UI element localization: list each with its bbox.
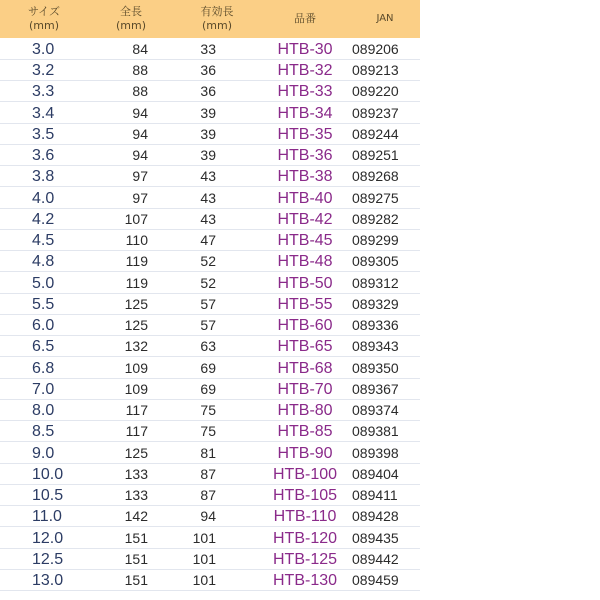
cell-size: 3.6 [32, 147, 55, 164]
cell-length: 119 [125, 274, 148, 291]
cell-size: 3.2 [32, 62, 55, 79]
cell-effective-length: 87 [200, 487, 216, 503]
header-jan-label: JAN [376, 13, 394, 24]
header-effective-unit: (mm) [201, 19, 232, 32]
cell-effective-length: 39 [200, 147, 216, 163]
cell-jan: 089312 [352, 274, 399, 291]
cell-effective-length: 69 [200, 359, 216, 376]
cell-effective-length: 43 [200, 210, 216, 227]
cell-size: 3.5 [32, 125, 55, 143]
table-row [0, 506, 420, 527]
cell-effective-length: 52 [200, 274, 216, 291]
cell-jan: 089268 [352, 168, 399, 185]
cell-length: 97 [132, 189, 148, 206]
cell-jan: 089435 [352, 529, 399, 546]
cell-part-number: HTB-90 [277, 444, 333, 462]
cell-length: 151 [124, 529, 148, 546]
cell-part-number: HTB-50 [277, 274, 333, 292]
table-row [0, 569, 420, 590]
cell-part-number: HTB-110 [273, 508, 337, 526]
table-header [0, 0, 420, 38]
cell-length: 151 [124, 550, 148, 567]
cell-effective-length: 94 [200, 508, 216, 525]
cell-part-number: HTB-68 [277, 359, 333, 377]
cell-part-number: HTB-130 [272, 572, 338, 589]
cell-part-number: HTB-32 [277, 62, 333, 79]
cell-size: 3.3 [32, 83, 55, 101]
cell-length: 117 [125, 402, 148, 418]
cell-part-number: HTB-80 [277, 402, 333, 419]
cell-jan: 089381 [352, 423, 399, 440]
cell-length: 97 [132, 168, 148, 185]
cell-jan: 089374 [352, 402, 399, 418]
cell-effective-length: 43 [200, 189, 216, 206]
cell-jan: 089404 [352, 465, 399, 482]
cell-part-number: HTB-125 [272, 550, 338, 568]
cell-jan: 089213 [352, 62, 399, 78]
table-body [0, 38, 420, 591]
cell-length: 88 [132, 83, 148, 100]
header-row [0, 0, 420, 38]
cell-effective-length: 47 [200, 232, 216, 248]
cell-size: 7.0 [32, 380, 55, 398]
table-row [0, 336, 420, 357]
cell-part-number: HTB-45 [277, 232, 333, 249]
cell-part-number: HTB-65 [277, 338, 333, 356]
cell-effective-length: 39 [200, 104, 216, 121]
table-row [0, 357, 420, 378]
table-row [0, 484, 420, 505]
cell-effective-length: 101 [192, 550, 216, 567]
cell-size: 11.0 [32, 508, 62, 526]
cell-part-number: HTB-33 [277, 83, 333, 101]
cell-part-number: HTB-85 [277, 423, 333, 441]
cell-size: 6.5 [32, 338, 55, 356]
cell-effective-length: 87 [200, 465, 216, 482]
table-row [0, 272, 420, 293]
cell-jan: 089442 [352, 550, 399, 567]
table-row [0, 166, 420, 187]
cell-length: 107 [124, 210, 148, 227]
table-row [0, 229, 420, 250]
cell-length: 133 [124, 465, 148, 482]
cell-effective-length: 57 [200, 295, 216, 312]
table-row [0, 314, 420, 335]
header-part-number [260, 0, 350, 38]
cell-part-number: HTB-38 [277, 168, 333, 186]
cell-length: 117 [125, 423, 148, 440]
cell-jan: 089367 [352, 380, 399, 397]
cell-length: 119 [125, 253, 148, 270]
cell-jan: 089282 [352, 210, 399, 227]
cell-size: 3.8 [32, 168, 55, 186]
cell-length: 125 [124, 444, 148, 461]
cell-effective-length: 33 [200, 40, 216, 57]
cell-jan: 089206 [352, 40, 399, 57]
cell-effective-length: 52 [200, 253, 216, 270]
table-row [0, 208, 420, 229]
cell-part-number: HTB-70 [277, 380, 333, 398]
table-row [0, 187, 420, 208]
cell-effective-length: 69 [200, 380, 216, 397]
cell-jan: 089220 [352, 83, 399, 100]
cell-part-number: HTB-100 [272, 465, 338, 483]
cell-size: 8.5 [32, 423, 55, 441]
table-row [0, 399, 420, 420]
cell-size: 4.5 [32, 232, 55, 249]
table-row [0, 38, 420, 59]
cell-length: 109 [124, 380, 148, 397]
cell-size: 8.0 [32, 402, 55, 419]
cell-jan: 089411 [352, 487, 398, 503]
cell-part-number: HTB-30 [277, 40, 333, 58]
cell-jan: 089428 [352, 508, 399, 525]
cell-length: 84 [132, 40, 148, 57]
cell-effective-length: 75 [200, 423, 216, 440]
cell-size: 3.0 [32, 40, 55, 58]
header-effective-length [174, 0, 260, 38]
cell-length: 125 [124, 295, 148, 312]
cell-part-number: HTB-36 [277, 147, 333, 164]
table-row [0, 527, 420, 548]
cell-size: 4.0 [32, 189, 55, 207]
cell-effective-length: 57 [200, 317, 216, 333]
cell-effective-length: 101 [192, 572, 216, 588]
table-row [0, 144, 420, 165]
cell-length: 94 [132, 147, 148, 163]
cell-length: 94 [132, 104, 148, 121]
cell-size: 13.0 [32, 572, 64, 589]
table-row [0, 463, 420, 484]
cell-length: 133 [124, 487, 148, 503]
cell-length: 132 [124, 338, 148, 355]
cell-size: 5.5 [32, 295, 55, 313]
cell-part-number: HTB-34 [277, 104, 333, 122]
cell-effective-length: 75 [200, 402, 216, 418]
table-row [0, 442, 420, 463]
cell-part-number: HTB-60 [277, 317, 333, 334]
cell-size: 9.0 [32, 444, 55, 462]
cell-jan: 089237 [352, 104, 399, 121]
header-length-label: 全長 [120, 5, 142, 18]
cell-part-number: HTB-48 [277, 253, 333, 271]
table-row [0, 102, 420, 123]
header-part-label: 品番 [294, 12, 316, 25]
cell-jan: 089251 [352, 147, 399, 163]
cell-effective-length: 36 [200, 62, 216, 78]
cell-length: 88 [132, 62, 148, 78]
cell-jan: 089398 [352, 444, 399, 461]
cell-effective-length: 36 [200, 83, 216, 100]
cell-effective-length: 63 [200, 338, 216, 355]
cell-jan: 089336 [352, 317, 399, 333]
cell-length: 94 [132, 125, 148, 142]
cell-size: 4.8 [32, 253, 55, 271]
cell-length: 151 [124, 572, 148, 588]
table-row [0, 293, 420, 314]
cell-part-number: HTB-40 [277, 189, 333, 207]
cell-jan: 089329 [352, 295, 399, 312]
header-jan [350, 0, 420, 38]
cell-size: 12.5 [32, 550, 64, 568]
cell-jan: 089459 [352, 572, 399, 588]
cell-size: 6.0 [32, 317, 55, 334]
header-length-unit: (mm) [115, 19, 146, 32]
header-length [88, 0, 174, 38]
cell-size: 3.4 [32, 104, 55, 122]
cell-length: 125 [124, 317, 148, 333]
cell-part-number: HTB-42 [277, 210, 333, 228]
table-row [0, 123, 420, 144]
cell-length: 142 [124, 508, 148, 525]
table-row [0, 378, 420, 399]
header-size [0, 0, 88, 38]
cell-size: 10.5 [32, 487, 64, 504]
table-row [0, 251, 420, 272]
cell-size: 4.2 [32, 210, 55, 228]
cell-jan: 089343 [352, 338, 399, 355]
cell-size: 12.0 [32, 529, 64, 547]
cell-jan: 089350 [352, 359, 399, 376]
cell-part-number: HTB-120 [272, 529, 338, 547]
cell-effective-length: 39 [200, 125, 216, 142]
header-effective-label: 有効長 [200, 5, 234, 18]
cell-jan: 089275 [352, 189, 399, 206]
cell-size: 6.8 [32, 359, 55, 377]
cell-jan: 089299 [352, 232, 399, 248]
table-row [0, 81, 420, 102]
table-row [0, 421, 420, 442]
header-size-unit: (mm) [28, 19, 59, 32]
table-row [0, 59, 420, 80]
cell-jan: 089305 [352, 253, 399, 270]
cell-jan: 089244 [352, 125, 399, 142]
cell-part-number: HTB-55 [277, 295, 333, 313]
cell-effective-length: 101 [192, 529, 216, 546]
cell-length: 110 [125, 232, 148, 248]
cell-length: 109 [124, 359, 148, 376]
cell-part-number: HTB-35 [277, 125, 333, 143]
cell-effective-length: 81 [200, 444, 216, 461]
cell-size: 10.0 [32, 465, 64, 483]
table-row [0, 548, 420, 569]
cell-size: 5.0 [32, 274, 55, 292]
header-size-label: サイズ [27, 5, 61, 18]
cell-effective-length: 43 [200, 168, 216, 185]
cell-part-number: HTB-105 [272, 487, 338, 504]
